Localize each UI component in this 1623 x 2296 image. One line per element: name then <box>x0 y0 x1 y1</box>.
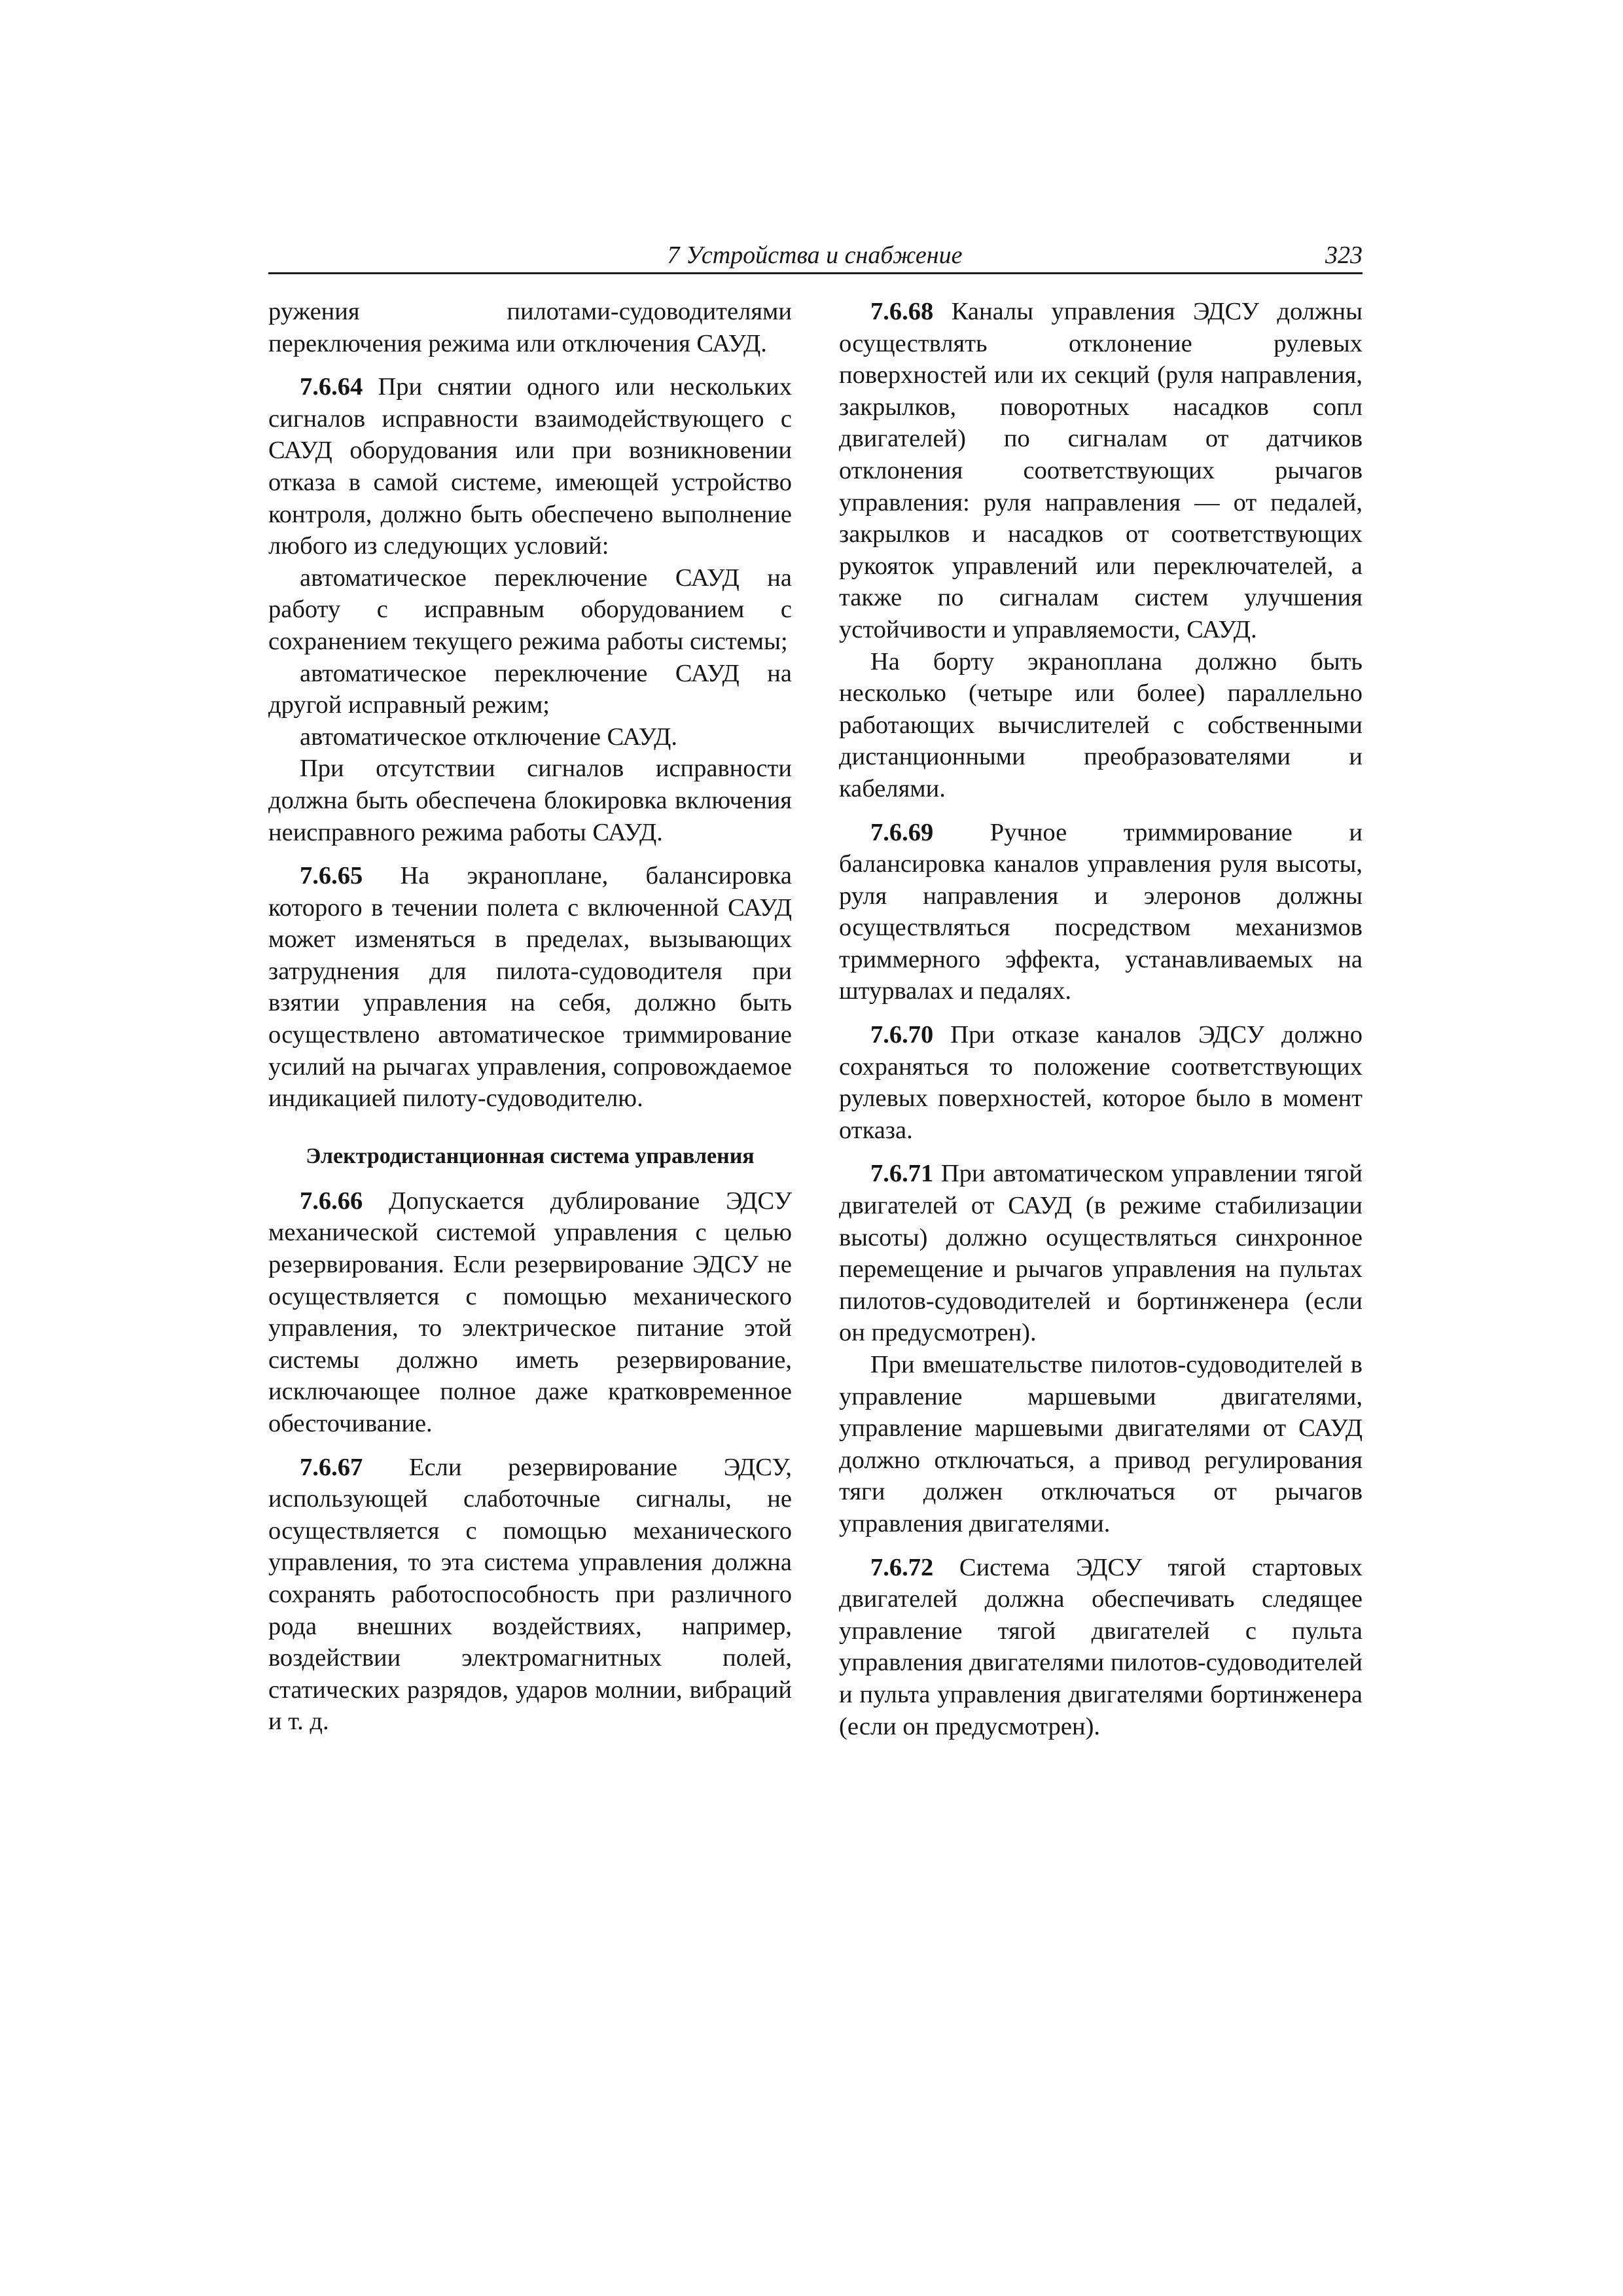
clause-7-6-67 <box>268 1452 792 1738</box>
clause-text: При снятии одного или нескольких сигналов исправности взаимодействующего с САУД оборудования или при возникновении отказа в самой системе, имеющей устройство контроля, должно быть обеспечено выполнение любого из следующих условий: <box>268 373 792 560</box>
clause-7-6-72 <box>839 1552 1363 1743</box>
running-title: 7 Устройства и снабжение <box>667 242 963 269</box>
clause-text: Ручное триммирование и балансировка каналов управления руля высоты, руля направления и элеронов должны осуществляться посредством механизмов триммерного эффекта, устанавливаемых на штурвалах и педалях. <box>839 818 1363 1005</box>
clause-text: Если резервирование ЭДСУ, использующей слаботочные сигналы, не осуществляется с помощью механического управления, то эта система управления должна сохранять работоспособность при различного рода внешних воздействиях, например, воздействии электромагнитных полей, статических разрядов, ударов молнии, вибраций и т. д. <box>268 1453 792 1736</box>
clause-number: 7.6.68 <box>870 298 934 325</box>
right-column <box>839 296 1363 1742</box>
clause-7-6-68 <box>839 296 1363 646</box>
clause-7-6-64-extra: При отсутствии сигналов исправности должна быть обеспечена блокировка включения неисправного режима работы САУД. <box>268 755 792 846</box>
clause-number: 7.6.67 <box>300 1453 363 1481</box>
clause-number: 7.6.66 <box>300 1187 363 1215</box>
clause-7-6-71 <box>839 1158 1363 1349</box>
clause-7-6-70 <box>839 1019 1363 1146</box>
condition-item-1: автоматическое переключение САУД на работу с исправным оборудованием с сохранением текущего режима работы системы; <box>268 564 792 655</box>
clause-text: Каналы управления ЭДСУ должны осуществлять отклонение рулевых поверхностей или их секций (руля направления, закрылков, поворотных насадков сопл двигателей) по сигналам от датчиков отклонения соответствующих рычагов управления: руля направления — от педалей, закрылков и насадков от соответствующих рукояток управлений или переключателей, а также по сигналам систем улучшения устойчивости и управляемости, САУД. <box>839 298 1363 643</box>
clause-7-6-69 <box>839 817 1363 1008</box>
section-heading: Электродистанционная система управления <box>306 1143 755 1168</box>
clause-number: 7.6.70 <box>870 1021 934 1049</box>
clause-7-6-66 <box>268 1185 792 1440</box>
clause-7-6-71-extra: При вмешательстве пилотов-судоводителей в управление маршевыми двигателями, управление маршевыми двигателями от САУД должно отключаться, а привод регулирования тяги должен отключаться от рычагов управления двигателями. <box>839 1351 1363 1537</box>
clause-text: На экраноплане, балансировка которого в течении полета с включенной САУД может изменяться в пределах, вызывающих затруднения для пилота-судоводителя при взятии управления на себя, должно быть осуществлено автоматическое триммирование усилий на рычагах управления, сопровождаемое индикацией пилоту-судоводителю. <box>268 862 792 1113</box>
continued-paragraph: ружения пилотами-судоводителями переключения режима или отключения САУД. <box>268 298 792 357</box>
clause-text: Допускается дублирование ЭДСУ механической системой управления с целью резервирования. Если резервирование ЭДСУ не осуществляется с помощью механического управления, то электрическое питание этой системы должно иметь резервирование, исключающее полное даже кратковременное обесточивание. <box>268 1187 792 1437</box>
clause-number: 7.6.69 <box>870 818 934 846</box>
clause-7-6-64 <box>268 371 792 562</box>
left-column <box>268 296 792 1738</box>
clause-text: При отказе каналов ЭДСУ должно сохраняться то положение соответствующих рулевых поверхностей, которое было в момент отказа. <box>839 1021 1363 1144</box>
condition-item-3: автоматическое отключение САУД. <box>300 723 678 751</box>
clause-number: 7.6.64 <box>300 373 363 401</box>
clause-7-6-68-extra: На борту экраноплана должно быть несколько (четыре или более) параллельно работающих вычислителей с собственными дистанционными преобразователями и кабелями. <box>839 647 1363 802</box>
page-header <box>268 238 1363 274</box>
page-number: 323 <box>1325 242 1363 269</box>
clause-number: 7.6.65 <box>300 862 363 890</box>
clause-number: 7.6.71 <box>870 1160 934 1188</box>
clause-text: При автоматическом управлении тягой двигателей от САУД (в режиме стабилизации высоты) должно осуществляться синхронное перемещение и рычагов управления на пультах пилотов-судоводителей и бортинженера (если он предусмотрен). <box>839 1160 1363 1347</box>
condition-item-2: автоматическое переключение САУД на другой исправный режим; <box>268 659 792 719</box>
clause-number: 7.6.72 <box>870 1553 934 1581</box>
clause-text: Система ЭДСУ тягой стартовых двигателей должна обеспечивать следящее управление тягой двигателей с пульта управления двигателями пилотов-судоводителей и пульта управления двигателями бортинженера (если он предусмотрен). <box>839 1553 1363 1740</box>
clause-7-6-65 <box>268 860 792 1115</box>
